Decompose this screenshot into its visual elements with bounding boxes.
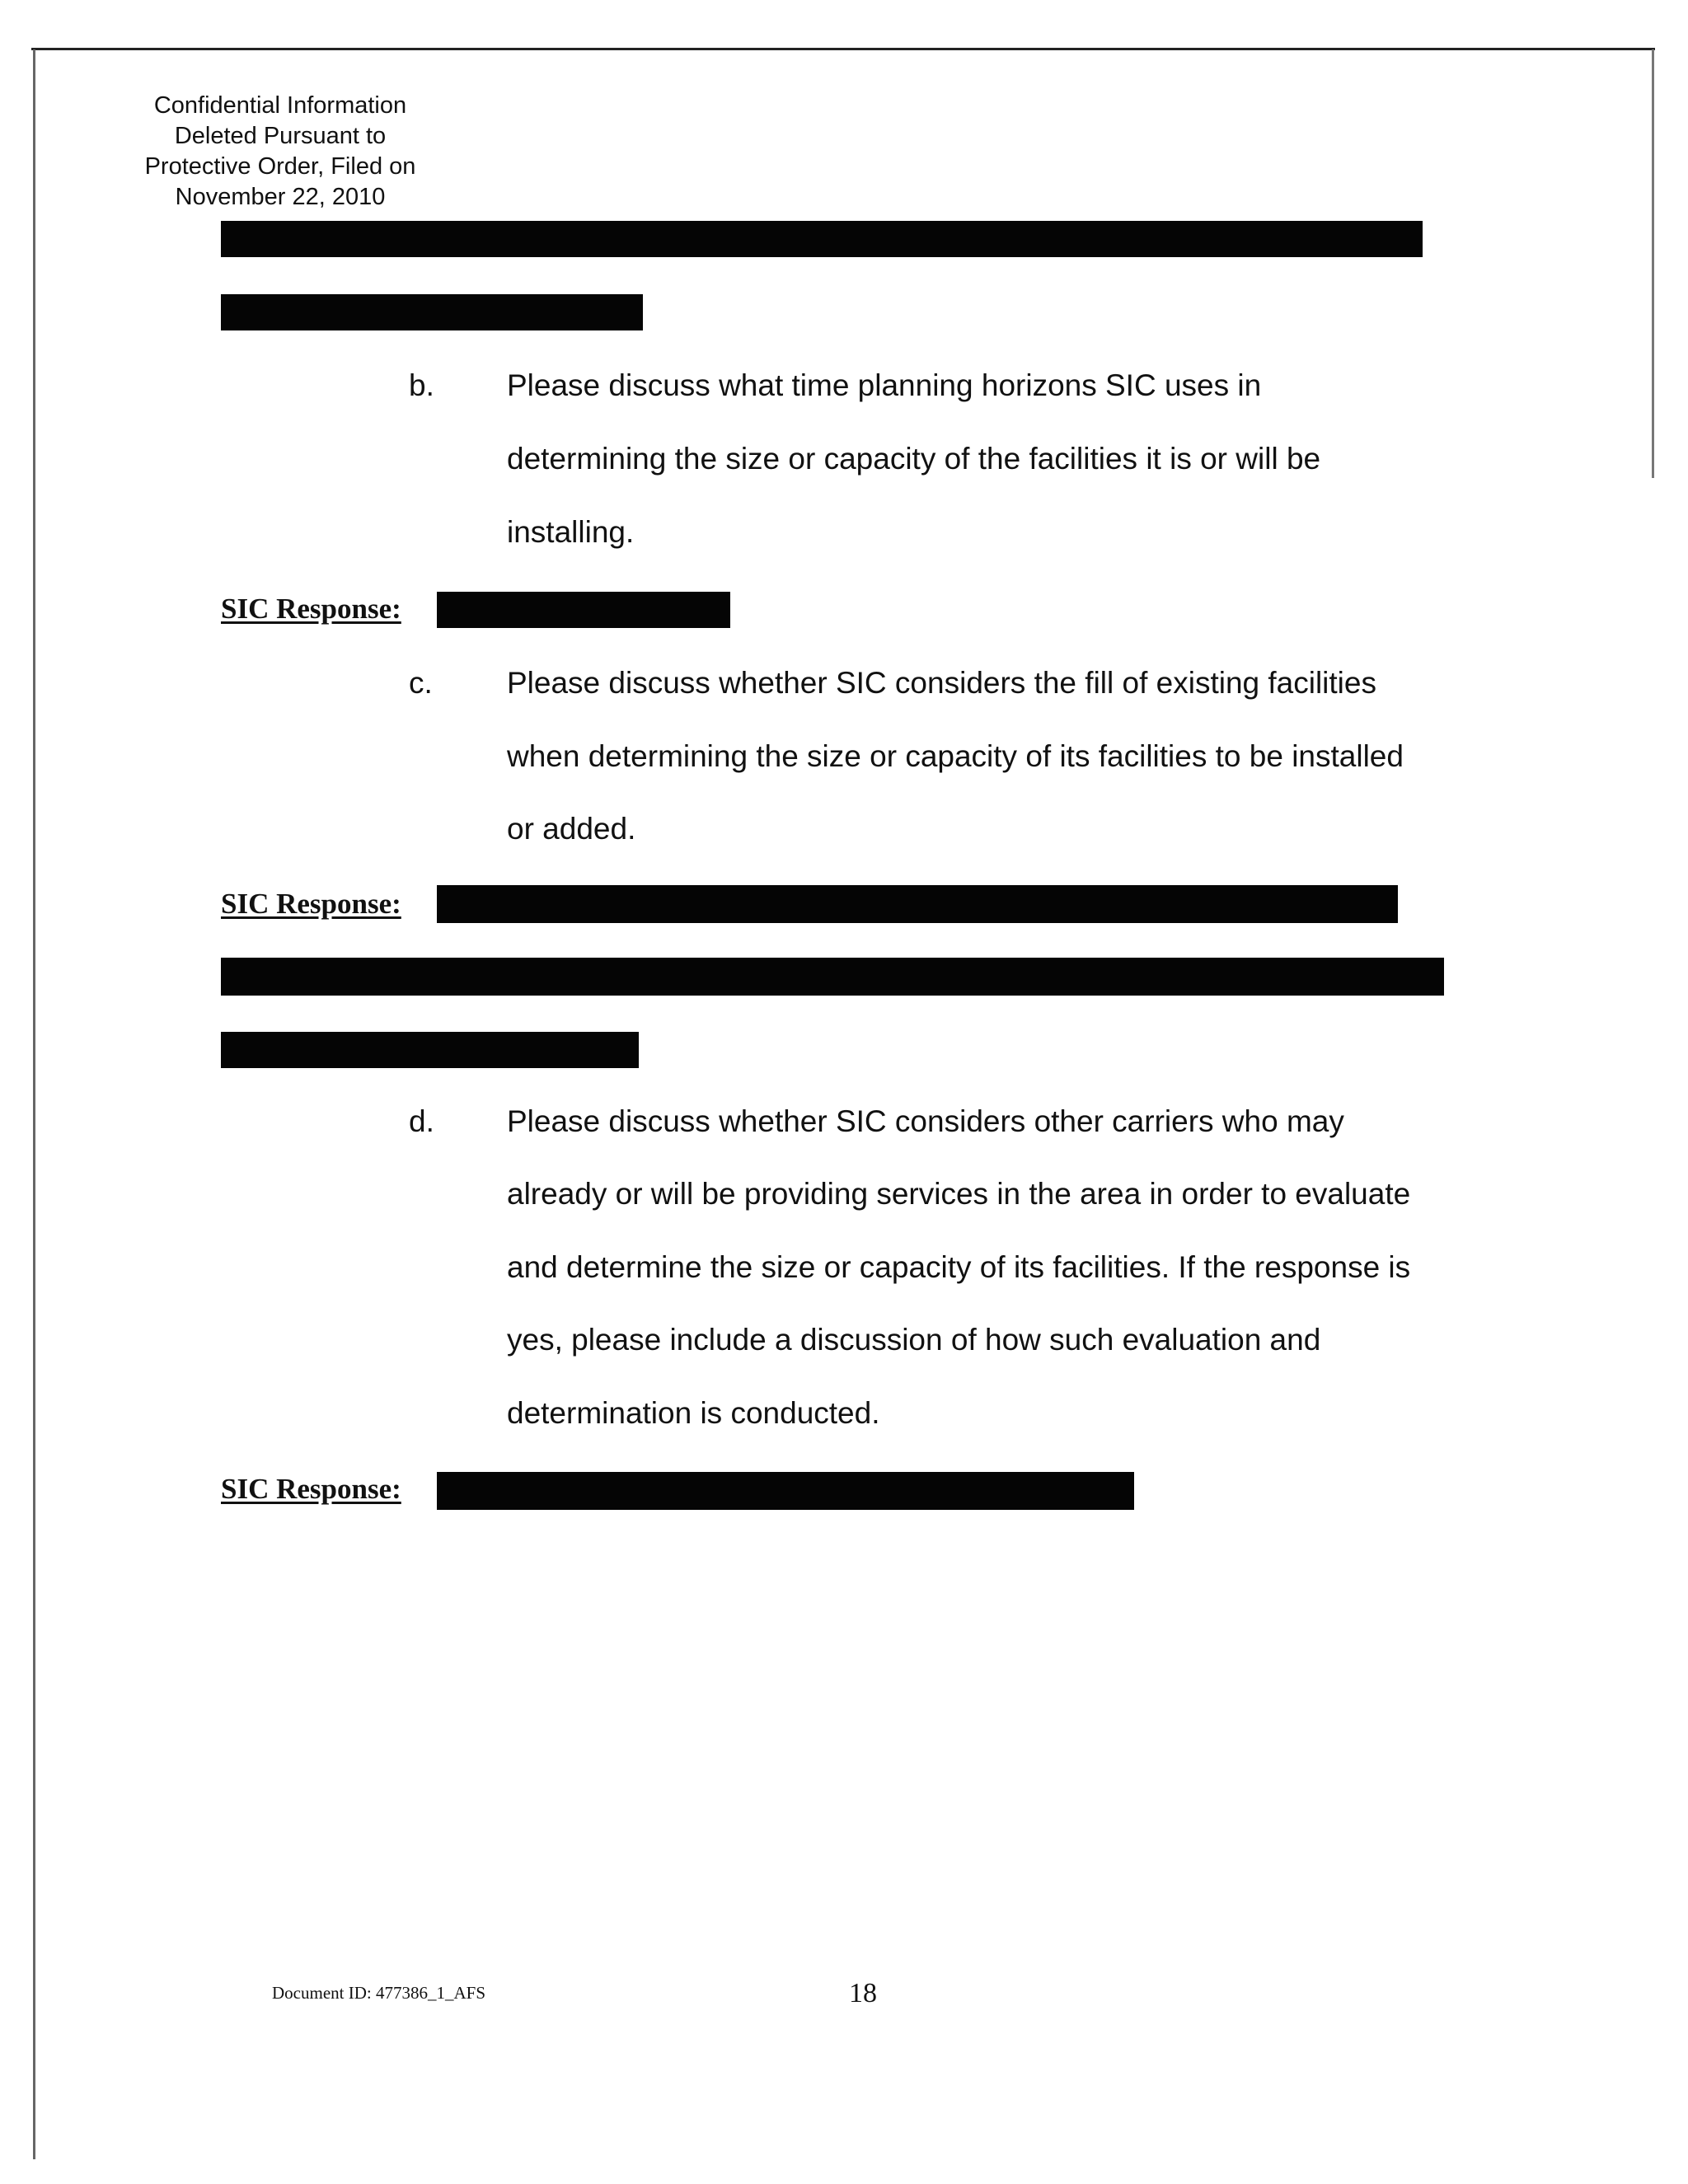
confidentiality-line-2: Deleted Pursuant to — [174, 123, 387, 149]
right-border-line — [1652, 49, 1654, 478]
item-c-line-3: or added. — [507, 812, 636, 846]
item-d-line-5: determination is conducted. — [507, 1396, 880, 1430]
item-b-line-2: determining the size or capacity of the facilities it is or will be — [507, 442, 1321, 476]
item-letter-d: d. — [409, 1104, 434, 1138]
item-d-line-1: Please discuss whether SIC considers other carriers who may — [507, 1104, 1344, 1138]
item-d-line-4: yes, please include a discussion of how such evaluation and — [507, 1323, 1321, 1357]
document-id: Document ID: 477386_1_AFS — [272, 1983, 485, 2003]
item-c-line-2: when determining the size or capacity of its facilities to be installed — [507, 739, 1404, 773]
sic-response-label: SIC Response: — [221, 593, 401, 625]
item-letter-c: c. — [409, 666, 433, 700]
item-c-line-1: Please discuss whether SIC considers the fill of existing facilities — [507, 666, 1376, 700]
item-d-line-2: already or will be providing services in the area in order to evaluate — [507, 1177, 1411, 1211]
sic-response-label: SIC Response: — [221, 888, 401, 920]
redaction-bar — [437, 592, 730, 628]
redaction-bar — [221, 221, 1423, 257]
confidentiality-line-3: Protective Order, Filed on — [144, 153, 416, 180]
redaction-bar — [221, 958, 1444, 996]
confidentiality-line-4: November 22, 2010 — [175, 184, 386, 210]
confidentiality-notice — [115, 91, 445, 213]
redaction-bar — [221, 294, 643, 330]
sic-response-label: SIC Response: — [221, 1473, 401, 1505]
item-b-line-3: installing. — [507, 515, 635, 549]
redaction-bar — [437, 885, 1398, 923]
page-number: 18 — [849, 1978, 877, 2008]
item-b-line-1: Please discuss what time planning horizons SIC uses in — [507, 368, 1262, 402]
top-border-line — [31, 48, 1655, 50]
left-border-line — [33, 49, 35, 2159]
confidentiality-line-1: Confidential Information — [153, 92, 407, 119]
item-d-line-3: and determine the size or capacity of its facilities. If the response is — [507, 1250, 1411, 1284]
redaction-bar — [437, 1472, 1134, 1510]
redaction-bar — [221, 1032, 639, 1068]
item-letter-b: b. — [409, 368, 434, 402]
